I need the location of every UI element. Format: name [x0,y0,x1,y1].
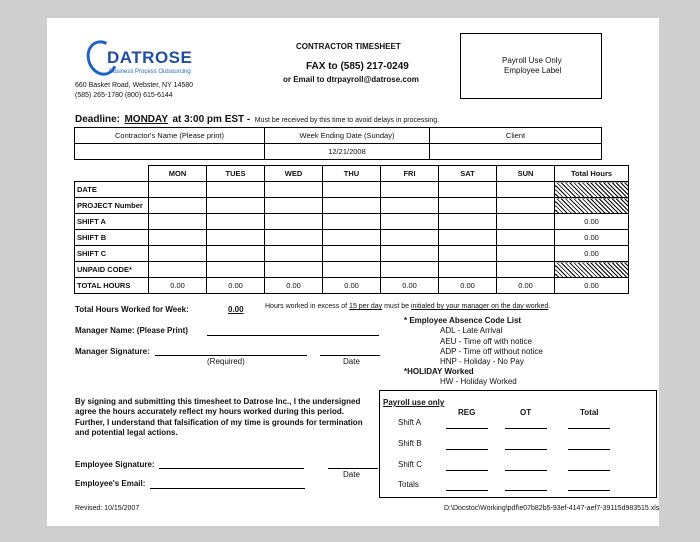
absence-code-title: * Employee Absence Code List [404,316,522,325]
time-cell[interactable]: 0.00 [265,278,323,294]
timesheet-row [75,230,629,246]
time-cell[interactable] [149,262,207,278]
deadline-note: Must be received by this time to avoid delays in processing. [254,117,440,124]
time-cell[interactable]: 0.00 [207,278,265,294]
logo-text: DATROSE [107,48,193,67]
manager-name-label: Manager Name: (Please Print) [75,326,188,335]
time-cell[interactable] [439,262,497,278]
time-cell[interactable] [381,198,439,214]
agreement-line-4: and potential legal actions. [75,428,178,437]
fax-number: FAX to (585) 217-0249 [306,61,409,72]
time-cell[interactable] [149,246,207,262]
time-cell[interactable] [497,246,555,262]
row-label: SHIFT C [75,246,149,262]
contractor-info-table [74,127,602,160]
deadline-line [75,109,439,127]
timesheet-page [47,18,659,526]
time-cell[interactable] [323,182,381,198]
file-path: D:\Docstoc\Working\pdf\e07b82b5-93ef-4147-aef7-39115d983515.xls [444,505,660,512]
row-label: TOTAL HOURS [75,278,149,294]
timesheet-row [75,262,629,278]
time-cell[interactable] [323,246,381,262]
payroll-row-shift-b: Shift B [398,439,422,448]
overtime-note-c: must be [384,303,409,310]
time-cell[interactable] [265,182,323,198]
time-cell[interactable]: 0.00 [381,278,439,294]
week-ending-header: Week Ending Date (Sunday) [265,128,430,144]
manager-date-label: Date [343,357,360,366]
day-header-tues: TUES [207,166,265,182]
time-cell[interactable] [439,246,497,262]
absence-code-aeu: AEU - Time off with notice [440,337,532,346]
form-title: CONTRACTOR TIMESHEET [296,42,401,51]
company-address: 660 Basket Road, Webster, NY 14580 [75,82,194,89]
employee-email-label: Employee's Email: [75,479,146,488]
payroll-col-ot: OT [520,408,532,417]
week-ending-field[interactable]: 12/21/2008 [265,144,430,160]
payroll-col-reg: REG [458,408,476,417]
contractor-name-header: Contractor's Name (Please print) [75,128,265,144]
overtime-note-d: initialed by your manager on the day worked [410,303,549,310]
row-total-cell: 0.00 [555,246,629,262]
holiday-code: HW - Holiday Worked [440,377,517,386]
payroll-row-shift-a: Shift A [398,418,422,427]
time-cell[interactable] [149,198,207,214]
payroll-row-totals: Totals [398,480,419,489]
payroll-shift-a-reg[interactable] [446,428,488,429]
overtime-note-a: Hours worked in excess of [265,303,348,310]
time-cell[interactable] [497,230,555,246]
corner-cell [75,166,149,182]
day-header-wed: WED [265,166,323,182]
employee-date-label: Date [343,470,360,479]
time-cell[interactable] [323,198,381,214]
contractor-name-field[interactable] [75,144,265,160]
time-cell[interactable] [265,246,323,262]
time-cell[interactable] [381,182,439,198]
deadline-day: MONDAY [124,114,168,125]
timesheet-header-row [75,166,629,182]
time-cell[interactable] [265,230,323,246]
employee-signature-label: Employee Signature: [75,460,155,469]
time-cell[interactable] [497,198,555,214]
absence-code-adl: ADL - Late Arrival [440,326,503,335]
client-header: Client [430,128,602,144]
time-cell[interactable] [149,230,207,246]
day-header-mon: MON [149,166,207,182]
payroll-shift-a-total[interactable] [568,428,610,429]
time-cell[interactable] [381,262,439,278]
time-cell[interactable]: 0.00 [497,278,555,294]
agreement-line-3: Further, I understand that falsification of my time is grounds for termination [75,418,363,427]
payroll-shift-b-ot[interactable] [505,449,547,450]
time-cell[interactable]: 0.00 [149,278,207,294]
deadline-time: at 3:00 pm EST - [172,114,251,125]
timesheet-row [75,182,629,198]
time-cell[interactable] [149,182,207,198]
absence-code-adp: ADP - Time off without notice [440,347,543,356]
payroll-label-line2: Employee Label [504,66,562,75]
company-phones: (585) 265-1780 (800) 615-6144 [75,92,173,99]
total-hours-header: Total Hours [555,166,629,182]
logo-subtitle: Business Process Outsourcing [109,69,191,75]
manager-date-line[interactable] [320,355,380,356]
payroll-use-title: Payroll use only [383,398,445,407]
day-header-thu: THU [323,166,381,182]
agreement-line-2: agree the hours accurately reflect my hours worked during this period. [75,407,344,416]
week-total-label: Total Hours Worked for Week: [75,305,189,314]
row-label: SHIFT B [75,230,149,246]
week-total-value: 0.00 [228,305,244,314]
time-cell[interactable] [439,214,497,230]
payroll-shift-b-reg[interactable] [446,449,488,450]
manager-signature-line[interactable] [155,355,307,356]
payroll-totals-total[interactable] [568,490,610,491]
client-field[interactable] [430,144,602,160]
row-label: PROJECT Number [75,198,149,214]
payroll-label-line1: Payroll Use Only [502,56,562,65]
total-cell-hatched [555,198,629,214]
absence-code-hnp: HNP - Holiday - No Pay [440,357,524,366]
row-total-cell: 0.00 [555,214,629,230]
time-cell[interactable] [265,214,323,230]
email-address: or Email to dtrpayroll@datrose.com [283,75,419,84]
timesheet-row [75,246,629,262]
day-header-fri: FRI [381,166,439,182]
time-cell[interactable] [149,214,207,230]
employee-email-line[interactable] [150,488,305,489]
payroll-col-total: Total [580,408,599,417]
time-cell[interactable] [381,246,439,262]
revised-date: Revised: 10/15/2007 [75,505,140,512]
time-cell[interactable] [497,262,555,278]
time-cell[interactable] [207,198,265,214]
row-label: SHIFT A [75,214,149,230]
manager-signature-label: Manager Signature: [75,347,150,356]
time-cell[interactable]: 0.00 [439,278,497,294]
payroll-shift-c-reg[interactable] [446,470,488,471]
time-cell[interactable] [323,214,381,230]
payroll-shift-a-ot[interactable] [505,428,547,429]
time-cell[interactable] [381,230,439,246]
time-cell[interactable] [439,230,497,246]
time-cell[interactable] [207,214,265,230]
time-cell[interactable] [439,182,497,198]
time-cell[interactable] [497,182,555,198]
time-cell[interactable] [207,182,265,198]
row-total-cell: 0.00 [555,278,629,294]
payroll-totals-reg[interactable] [446,490,488,491]
payroll-shift-c-ot[interactable] [505,470,547,471]
manager-name-line[interactable] [207,335,379,336]
total-cell-hatched [555,182,629,198]
overtime-note [265,303,550,310]
payroll-shift-b-total[interactable] [568,449,610,450]
day-header-sun: SUN [497,166,555,182]
row-label: UNPAID CODE* [75,262,149,278]
deadline-prefix: Deadline: [75,114,121,125]
time-cell[interactable] [497,214,555,230]
employee-date-line[interactable] [328,468,378,469]
employee-signature-line[interactable] [159,468,304,469]
total-cell-hatched [555,262,629,278]
timesheet-row [75,214,629,230]
payroll-totals-ot[interactable] [505,490,547,491]
overtime-note-b: 15 per day [349,303,383,310]
row-label: DATE [75,182,149,198]
time-cell[interactable] [265,198,323,214]
timesheet-row [75,198,629,214]
timesheet-row [75,278,629,294]
time-cell[interactable]: 0.00 [323,278,381,294]
payroll-shift-c-total[interactable] [568,470,610,471]
time-cell[interactable] [381,214,439,230]
holiday-title: *HOLIDAY Worked [404,367,474,376]
time-cell[interactable] [439,198,497,214]
time-cell[interactable] [207,246,265,262]
day-header-sat: SAT [439,166,497,182]
time-cell[interactable] [207,262,265,278]
time-cell[interactable] [323,230,381,246]
required-label: (Required) [207,357,245,366]
overtime-note-e: . [548,303,551,310]
time-cell[interactable] [265,262,323,278]
agreement-line-1: By signing and submitting this timesheet to Datrose Inc., I the undersigned [75,397,361,406]
row-total-cell: 0.00 [555,230,629,246]
timesheet-table [74,165,629,294]
time-cell[interactable] [207,230,265,246]
payroll-row-shift-c: Shift C [398,460,423,469]
time-cell[interactable] [323,262,381,278]
